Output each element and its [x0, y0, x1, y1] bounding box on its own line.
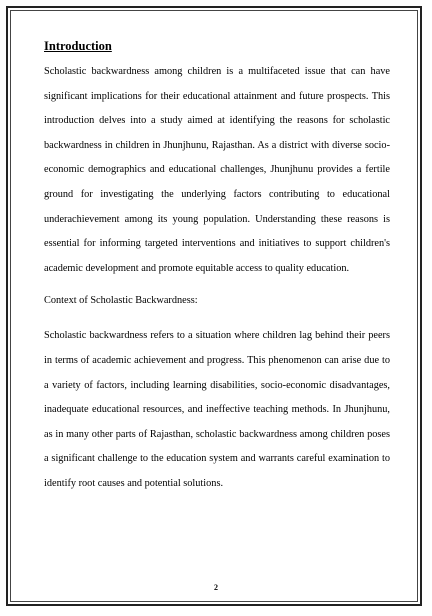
document-body	[44, 38, 390, 497]
context-paragraph: Scholastic backwardness refers to a situation where children lag behind their peers in terms of academic achievement and progress. This phenomenon can arise due to a variety of factors, including learning disabilities, socio-economic disadvantages, inadequate educational resources, and ineffective teaching methods. In Jhunjhunu, as in many other parts of Rajasthan, scholastic backwardness among children poses a significant challenge to the education system and warrants careful examination to identify root causes and potential solutions.	[44, 330, 390, 489]
page-number: 2	[214, 583, 218, 592]
section-heading: Introduction	[44, 39, 112, 53]
intro-paragraph: Scholastic backwardness among children is a multifaceted issue that can have significant implications for their educational attainment and future prospects. This introduction delves into a study aimed at identifying the reasons for scholastic backwardness in children in Jhunjhunu, Rajasthan. As a district with diverse socio-economic demographics and educational challenges, Jhunjhunu provides a fertile ground for investigating the underlying factors contributing to educational underachievement among its young population. Understanding these reasons is essential for informing targeted interventions and initiatives to support children's academic development and promote equitable access to quality education.	[44, 66, 390, 274]
context-subheading: Context of Scholastic Backwardness:	[44, 295, 198, 307]
